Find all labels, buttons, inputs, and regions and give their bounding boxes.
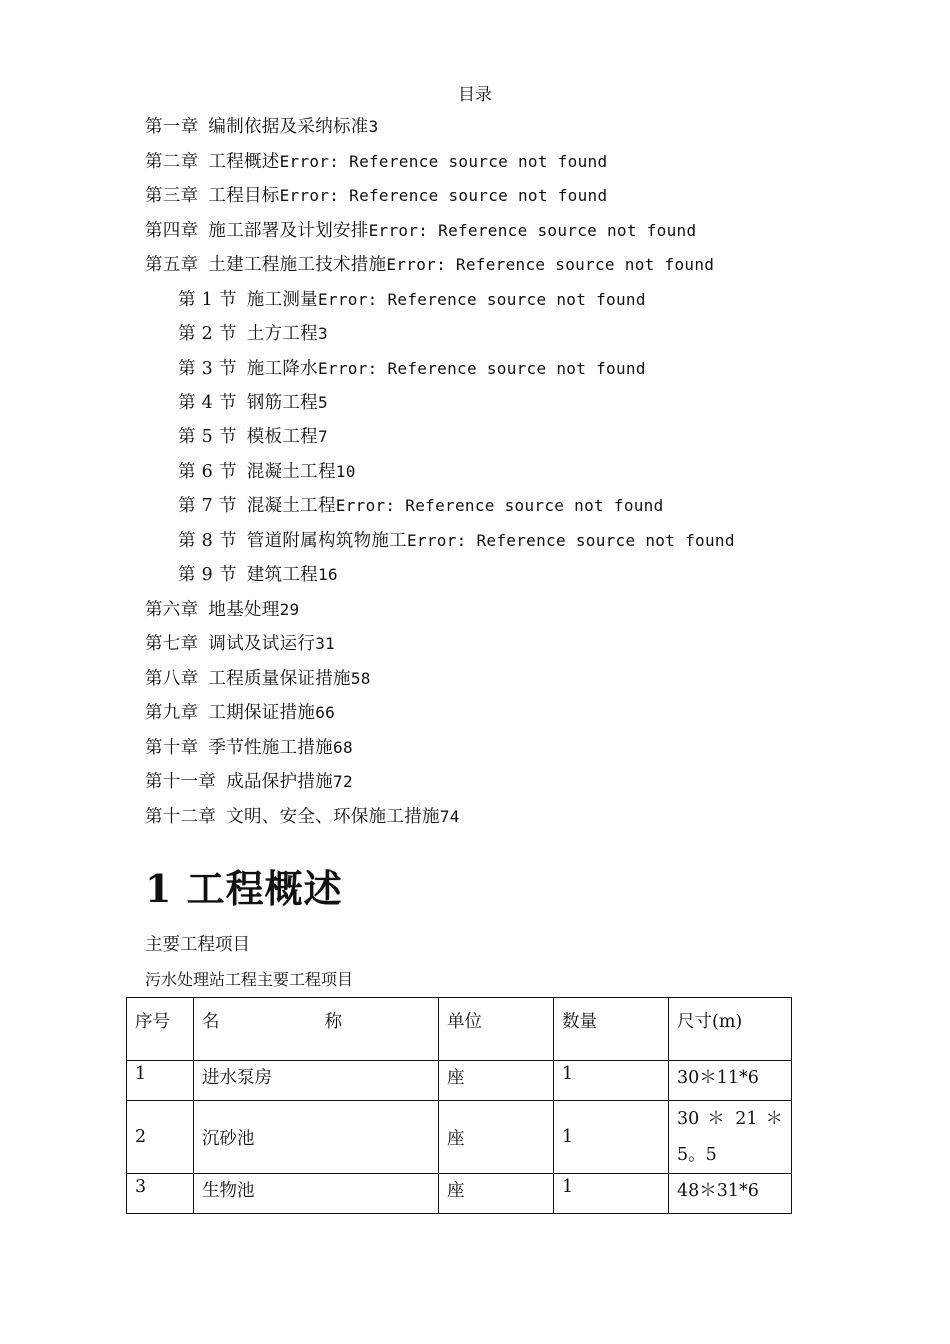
toc-entry-page: 3 (368, 117, 379, 136)
toc-entry-label: 第 8 节 (178, 531, 237, 551)
cell-qty: 1 (554, 1174, 669, 1214)
toc-entry[interactable] (178, 458, 356, 483)
cell-no: 1 (127, 1061, 194, 1101)
header-cell-qty: 数量 (554, 998, 669, 1061)
toc-entry-label: 第一章 (145, 117, 199, 137)
toc-entry-title: 钢筋工程 (246, 393, 318, 413)
header-cell-name (194, 998, 439, 1061)
header-cell-no: 序号 (127, 998, 194, 1061)
cell-name: 生物池 (194, 1174, 439, 1214)
header-name-part-a: 名 (202, 1012, 220, 1032)
toc-entry-label: 第十一章 (145, 772, 217, 792)
toc-entry-label: 第 1 节 (178, 290, 237, 310)
toc-entry-page: 72 (333, 772, 353, 791)
toc-entry[interactable] (145, 630, 335, 655)
section-heading: 1 工程概述 (145, 866, 343, 911)
toc-entry[interactable] (145, 113, 379, 138)
toc-entry-title: 土建工程施工技术措施 (208, 255, 387, 275)
toc-entry-page: Error: Reference source not found (386, 255, 715, 274)
toc-entry-title: 混凝土工程 (246, 462, 336, 482)
toc-entry[interactable] (145, 596, 299, 621)
table-row (127, 1174, 792, 1214)
toc-entry-title: 编制依据及采纳标准 (208, 117, 369, 137)
toc-entry-label: 第十二章 (145, 807, 217, 827)
cell-qty: 1 (554, 1061, 669, 1101)
toc-entry-label: 第 5 节 (178, 427, 237, 447)
toc-entry-label: 第 9 节 (178, 565, 237, 585)
table-caption: 污水处理站工程主要工程项目 (145, 970, 354, 989)
cell-name: 沉砂池 (194, 1101, 439, 1174)
toc-entry-label: 第五章 (145, 255, 199, 275)
toc-entry-title: 调试及试运行 (208, 634, 316, 654)
toc-entry-page: Error: Reference source not found (279, 152, 608, 171)
toc-entry[interactable] (145, 803, 460, 828)
toc-entry-title: 成品保护措施 (226, 772, 334, 792)
toc-entry[interactable] (178, 423, 328, 448)
toc-entry[interactable] (178, 389, 328, 414)
table-header-row (127, 998, 792, 1061)
toc-entry-label: 第 6 节 (178, 462, 237, 482)
header-cell-unit: 单位 (439, 998, 554, 1061)
toc-entry-title: 地基处理 (208, 600, 280, 620)
toc-entry-label: 第 2 节 (178, 324, 237, 344)
toc-entry-page: 58 (350, 669, 371, 688)
toc-entry-label: 第二章 (145, 152, 199, 172)
table-row (127, 1101, 792, 1174)
toc-entry-title: 混凝土工程 (246, 496, 336, 516)
toc-entry-label: 第三章 (145, 186, 199, 206)
toc-entry-label: 第 3 节 (178, 359, 237, 379)
toc-entry[interactable] (145, 251, 714, 276)
toc-entry-title: 施工部署及计划安排 (208, 221, 369, 241)
toc-entry-page: 31 (315, 634, 336, 653)
project-table (126, 997, 792, 1214)
toc-entry[interactable] (145, 734, 353, 759)
cell-no: 2 (127, 1101, 194, 1174)
toc-entry-title: 模板工程 (246, 427, 318, 447)
cell-unit: 座 (439, 1174, 554, 1214)
toc-entry-label: 第 4 节 (178, 393, 237, 413)
toc-entry[interactable] (145, 182, 607, 207)
toc-entry-page: Error: Reference source not found (317, 290, 646, 309)
toc-entry-page: 10 (335, 462, 356, 481)
toc-entry-label: 第九章 (145, 703, 199, 723)
toc-entry-title: 施工测量 (246, 290, 318, 310)
toc-entry-page: 74 (439, 807, 460, 826)
cell-unit: 座 (439, 1061, 554, 1101)
toc-entry-label: 第八章 (145, 669, 199, 689)
toc-entry-page: Error: Reference source not found (368, 221, 697, 240)
toc-entry[interactable] (145, 768, 353, 793)
section-subheading: 主要工程项目 (145, 935, 250, 955)
toc-entry-page: 68 (333, 738, 353, 757)
table-row (127, 1061, 792, 1101)
cell-size: 48＊31*6 (669, 1174, 792, 1214)
toc-entry[interactable] (178, 492, 664, 517)
cell-size-text: 30 ＊ 21 ＊ 5。5 (677, 1109, 783, 1165)
toc-entry-title: 工期保证措施 (208, 703, 316, 723)
toc-entry-page: Error: Reference source not found (406, 531, 735, 550)
toc-entry-label: 第六章 (145, 600, 199, 620)
toc-entry-page: 5 (317, 393, 328, 412)
header-cell-size: 尺寸(m) (669, 998, 792, 1061)
cell-name: 进水泵房 (194, 1061, 439, 1101)
toc-entry-page: Error: Reference source not found (317, 359, 646, 378)
toc-title: 目录 (458, 85, 492, 105)
toc-entry[interactable] (178, 561, 338, 586)
toc-entry-title: 施工降水 (246, 359, 318, 379)
toc-entry-page: Error: Reference source not found (335, 496, 664, 515)
cell-size (669, 1101, 792, 1174)
cell-no: 3 (127, 1174, 194, 1214)
toc-entry-page: Error: Reference source not found (279, 186, 608, 205)
toc-entry-label: 第七章 (145, 634, 199, 654)
cell-unit: 座 (439, 1101, 554, 1174)
toc-entry-page: 29 (279, 600, 300, 619)
toc-entry[interactable] (178, 355, 646, 380)
toc-entry[interactable] (178, 286, 646, 311)
toc-entry-title: 文明、安全、环保施工措施 (226, 807, 440, 827)
toc-entry-label: 第 7 节 (178, 496, 237, 516)
toc-entry[interactable] (178, 527, 735, 552)
toc-entry-title: 建筑工程 (246, 565, 318, 585)
toc-entry-page: 7 (317, 427, 328, 446)
toc-entry-title: 工程目标 (208, 186, 280, 206)
toc-entry-title: 季节性施工措施 (208, 738, 334, 758)
cell-size: 30＊11*6 (669, 1061, 792, 1101)
toc-entry-title: 土方工程 (246, 324, 318, 344)
toc-entry-page: 3 (317, 324, 328, 343)
toc-entry[interactable] (145, 665, 371, 690)
toc-entry[interactable] (145, 699, 335, 724)
toc-entry-label: 第十章 (145, 738, 199, 758)
toc-entry[interactable] (145, 217, 696, 242)
cell-qty: 1 (554, 1101, 669, 1174)
toc-entry-label: 第四章 (145, 221, 199, 241)
toc-entry[interactable] (178, 320, 328, 345)
toc-entry-title: 工程质量保证措施 (208, 669, 351, 689)
header-name-part-b: 称 (324, 1012, 342, 1032)
toc-entry[interactable] (145, 148, 607, 173)
toc-entry-page: 16 (317, 565, 338, 584)
toc-entry-title: 工程概述 (208, 152, 280, 172)
toc-entry-title: 管道附属构筑物施工 (246, 531, 407, 551)
toc-entry-page: 66 (315, 703, 336, 722)
